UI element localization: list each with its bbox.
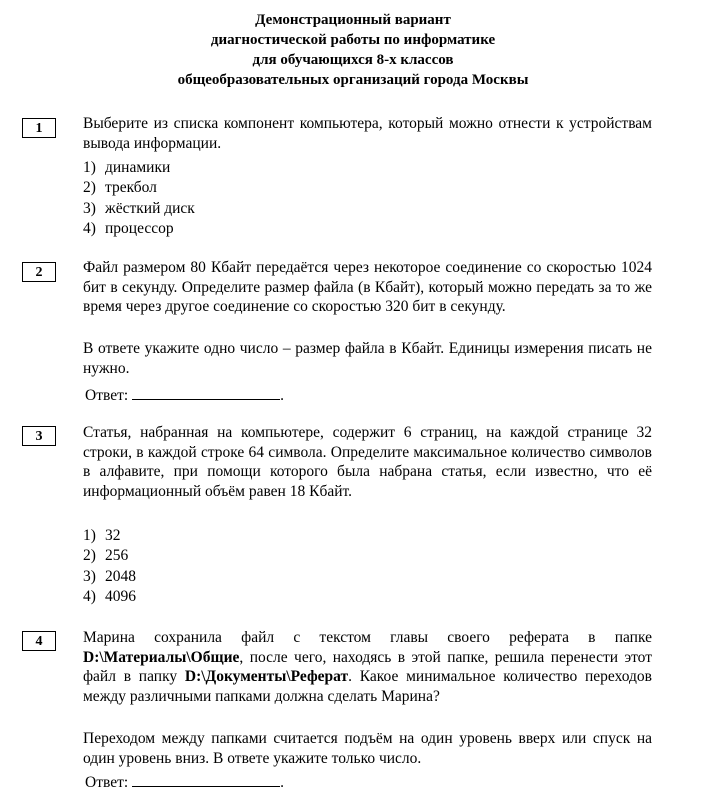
answer-blank[interactable] (132, 385, 280, 400)
option-item: 3) 2048 (83, 567, 136, 585)
answer-line: Ответ: . (85, 387, 285, 404)
option-item: 1) динамики (83, 159, 171, 176)
task-instruction: Переходом между папками считается подъём на один уровень вверх или спуск на один уровень вниз. В ответе укажите только число. (83, 730, 652, 767)
answer-options (83, 526, 136, 607)
task-text: Марина сохранила файл с текстом главы своего реферата в папке D:\Материалы\Общие, после чего, находясь в этой папке, решила перенести этот файл в папку D:\Документы\Реферат. Какое минимальное количество переходов между различными папками должна сделать Марина? (83, 629, 652, 705)
answer-blank[interactable] (132, 772, 280, 787)
task-number-box: 3 (22, 426, 56, 446)
option-item: 1) 32 (83, 527, 121, 544)
task-text: Выберите из списка компонент компьютера, который можно отнести к устройствам вывода информации. (83, 115, 652, 152)
task-instruction: В ответе укажите одно число – размер файла в Кбайт. Единицы измерения писать не нужно. (83, 340, 652, 377)
task-number-box: 4 (22, 631, 56, 651)
task-text: Статья, набранная на компьютере, содержит 6 страниц, на каждой странице 32 строки, в каждой строке 64 символа. Определите максимальное количество символов в алфавите, при помощи которого была набрана статья, если известно, что её информационный объём равен 18 Кбайт. (83, 424, 652, 500)
folder-path-target: D:\Документы\Реферат (184, 668, 349, 686)
option-item: 2) 256 (83, 547, 129, 565)
header-line-4: общеобразовательных организаций города Москвы (177, 72, 529, 88)
answer-line: Ответ: . (85, 774, 285, 791)
document-header (0, 10, 706, 90)
header-line-2: диагностической работы по информатике (210, 32, 496, 48)
header-line-1: Демонстрационный вариант (255, 12, 451, 28)
option-item: 4) 4096 (83, 587, 136, 605)
header-line-3: для обучающихся 8-х классов (252, 52, 454, 68)
option-item: 2) трекбол (83, 179, 157, 197)
option-item: 3) жёсткий диск (83, 199, 195, 217)
task-number-box: 2 (22, 262, 56, 282)
option-item: 4) процессор (83, 219, 174, 237)
task-text: Файл размером 80 Кбайт передаётся через некоторое соединение со скоростью 1024 бит в секунду. Определите размер файла (в Кбайт), который можно передать за то же время через другое соединение со скоростью 320 бит в секунду. (83, 259, 652, 316)
task-number-box: 1 (22, 118, 56, 138)
answer-options (83, 158, 195, 239)
folder-path-source: D:\Материалы\Общие (83, 648, 240, 666)
